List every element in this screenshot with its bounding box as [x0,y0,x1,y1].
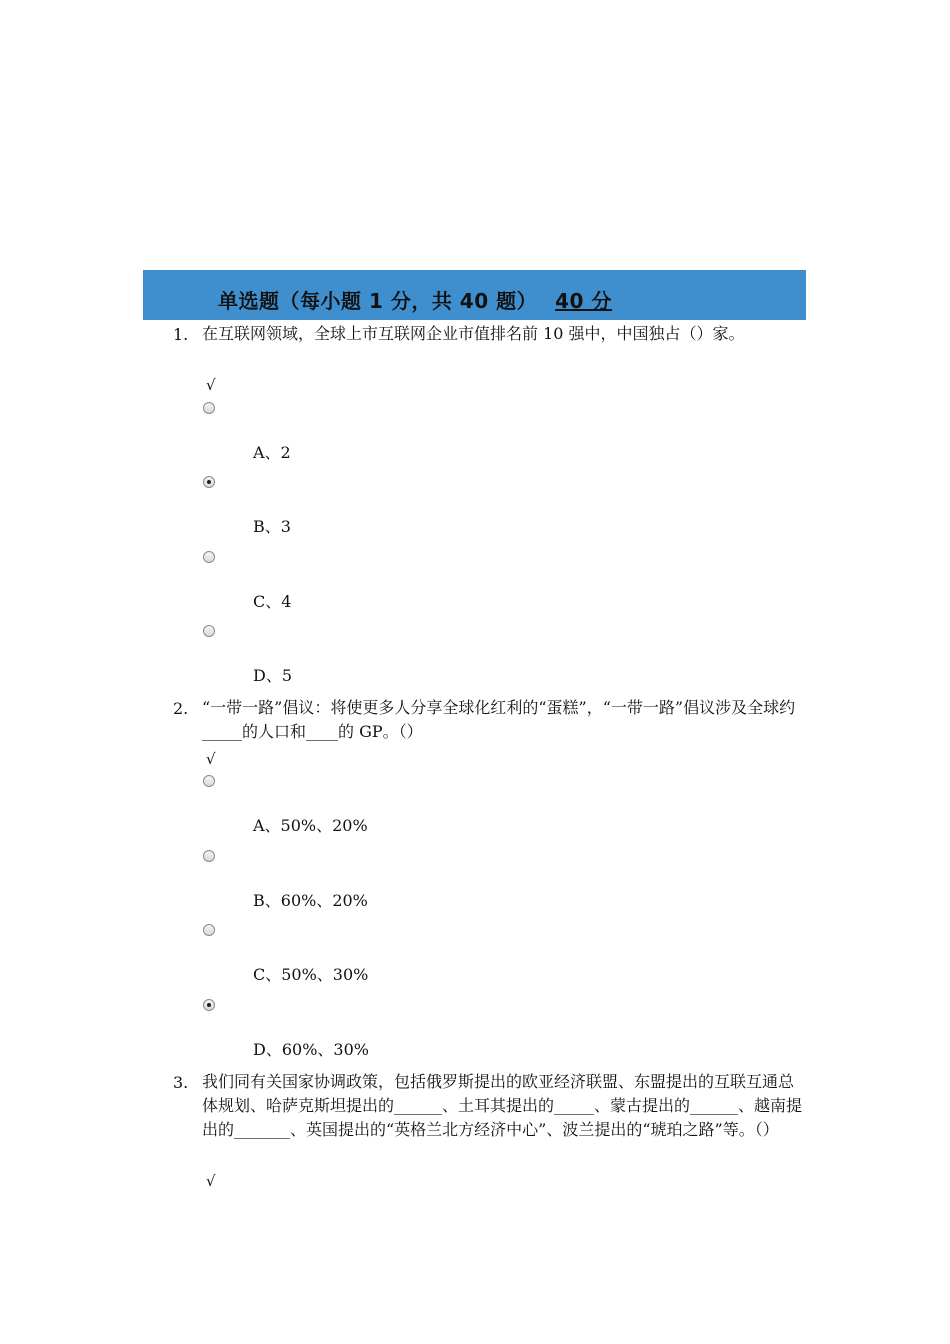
check-mark-icon: √ [206,376,216,394]
check-mark-icon: √ [206,1172,216,1190]
radio-option-c[interactable] [203,551,215,563]
radio-option-d[interactable] [203,625,215,637]
question-text: 在互联网领域，全球上市互联网企业市值排名前 10 强中，中国独占（）家。 [202,324,745,343]
option-a-label: A、50%、20% [253,816,368,835]
check-mark-icon: √ [206,750,216,768]
question-number: 2. [173,699,189,718]
radio-option-b[interactable] [203,476,215,488]
question-text: 我们同有关国家协调政策，包括俄罗斯提出的欧亚经济联盟、东盟提出的互联互通总体规划、哈萨克斯坦提出的______、土耳其提出的_____、蒙古提出的______、越南提出的_______、英国提出的“英格兰北方经济中心”、波兰提出的“琥珀之路”等。（） [202,1072,803,1139]
question-text: “一带一路”倡议：将使更多人分享全球化红利的“蛋糕”，“一带一路”倡议涉及全球约_____的人口和____的 GP。（） [202,698,796,741]
option-c-label: C、4 [253,592,292,611]
radio-option-d[interactable] [203,999,215,1011]
radio-option-a[interactable] [203,402,215,414]
section-title: 单选题（每小题 1 分，共 40 题） [218,289,538,313]
radio-option-b[interactable] [203,850,215,862]
radio-option-a[interactable] [203,775,215,787]
section-score: 40 分 [555,289,612,313]
question-number: 3. [173,1073,189,1092]
option-d-label: D、5 [253,666,293,685]
option-d-label: D、60%、30% [253,1040,369,1059]
option-c-label: C、50%、30% [253,965,369,984]
section-header [218,285,612,314]
radio-option-c[interactable] [203,924,215,936]
option-a-label: A、2 [253,443,291,462]
option-b-label: B、3 [253,517,291,536]
option-b-label: B、60%、20% [253,891,368,910]
question-number: 1. [173,325,189,344]
